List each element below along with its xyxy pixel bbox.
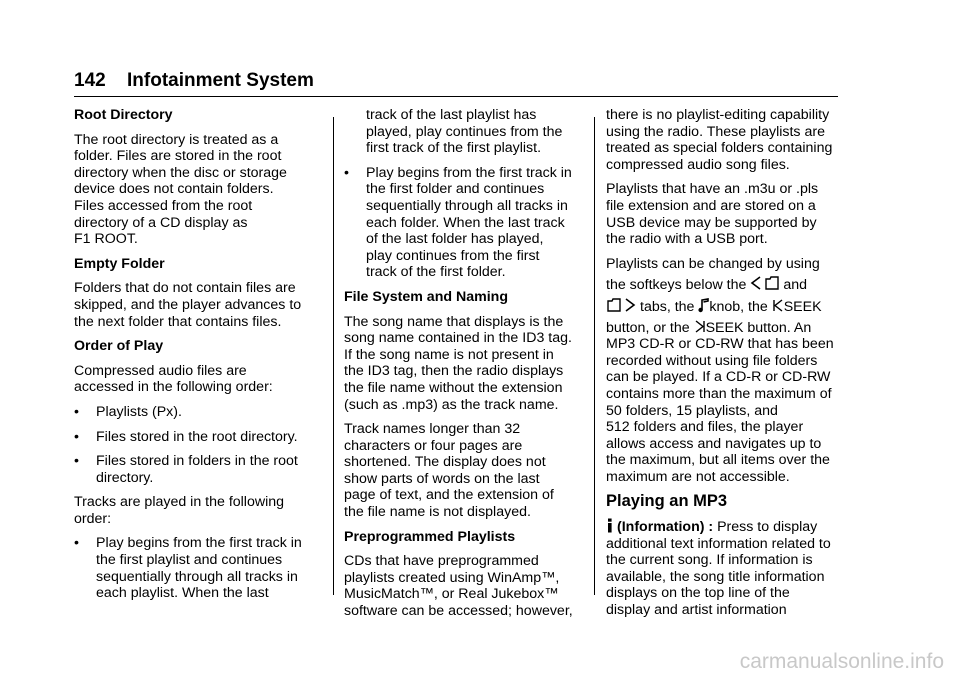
text-line: the ID3 tag, then the radio displays xyxy=(344,363,564,380)
text-line: playlists created using WinAmp™, xyxy=(344,569,560,586)
file-system-paragraph xyxy=(344,314,584,414)
text-line: track of the first folder. xyxy=(366,264,506,281)
text-line: If the song name is not present in xyxy=(344,346,554,363)
preprogrammed-playlists-paragraph xyxy=(344,553,584,619)
text-line: additional text information related to xyxy=(606,535,831,552)
text-run: tabs, the xyxy=(640,298,699,315)
chevron-right-icon xyxy=(624,297,636,313)
playlist-editing-paragraph xyxy=(606,107,846,173)
file-system-heading: File System and Naming xyxy=(344,288,508,305)
text-line: (such as .mp3) as the track name. xyxy=(344,396,559,413)
list-item xyxy=(74,535,324,601)
text-line: directory when the disc or storage xyxy=(74,164,287,181)
text-line: there is no playlist-editing capability xyxy=(606,107,830,123)
text-line: The song name that displays is the xyxy=(344,313,564,330)
text-line xyxy=(606,275,846,294)
root-directory-paragraph xyxy=(74,132,324,248)
text-line: page of text, and the extension of xyxy=(344,487,554,504)
text-line: can be played. If a CD-R or CD-RW xyxy=(606,369,831,386)
chevron-left-icon xyxy=(750,275,762,291)
music-note-icon xyxy=(698,298,709,313)
bullet-icon: • xyxy=(74,428,79,445)
list-item-continued xyxy=(344,107,584,157)
text-line: MusicMatch™, or Real Jukebox™ xyxy=(344,586,559,603)
text-line: Track names longer than 32 xyxy=(344,421,521,438)
seek-forward-icon xyxy=(694,319,706,334)
text-run: the softkeys below the xyxy=(606,277,751,294)
text-run: SEEK button. An xyxy=(705,319,812,336)
text-run: and xyxy=(783,277,807,294)
text-line: played, play continues from the xyxy=(366,123,563,140)
page-header xyxy=(74,68,838,97)
text-line: Files accessed from the root xyxy=(74,197,253,214)
text-line: Tracks are played in the following xyxy=(74,494,285,511)
info-icon xyxy=(606,518,614,533)
text-line: first track of the first playlist. xyxy=(366,140,542,157)
text-line: treated as special folders containing xyxy=(606,140,833,157)
page-number: 142 xyxy=(74,70,106,91)
list-item xyxy=(74,429,324,446)
text-line: the file name is not displayed. xyxy=(344,504,531,521)
playing-mp3-heading: Playing an MP3 xyxy=(606,492,728,511)
text-line: folder. Files are stored in the root xyxy=(74,148,282,165)
text-line: directory. xyxy=(96,469,154,486)
text-line: skipped, and the player advances to xyxy=(74,296,302,313)
text-run: SEEK xyxy=(783,298,822,315)
text-line: 512 folders and files, the player xyxy=(606,419,804,436)
tab-icon xyxy=(606,297,622,313)
text-line: the next folder that contains files. xyxy=(74,313,282,330)
text-line: Play begins from the first track in xyxy=(96,535,302,552)
text-line: device does not contain folders. xyxy=(74,181,274,198)
text-line xyxy=(606,297,846,316)
text-run: knob, the xyxy=(709,298,772,315)
text-line: show parts of words on the last xyxy=(344,470,540,487)
preprogrammed-playlists-heading: Preprogrammed Playlists xyxy=(344,528,516,545)
text-line: available, the song title information xyxy=(606,568,825,585)
text-line: compressed audio song files. xyxy=(606,156,790,173)
text-run: Press to display xyxy=(713,519,818,536)
information-label: (Information) : xyxy=(617,519,714,536)
empty-folder-heading: Empty Folder xyxy=(74,255,165,272)
bullet-icon: • xyxy=(74,453,79,470)
text-line: contains more than the maximum of xyxy=(606,385,832,402)
text-line: allows access and navigates up to xyxy=(606,435,822,452)
list-item xyxy=(74,453,324,486)
text-line: Playlists can be changed by using xyxy=(606,255,820,272)
text-line: displays on the top line of the xyxy=(606,585,790,602)
watermark: carmanualsonline.info xyxy=(739,650,944,673)
text-line: CDs that have preprogrammed xyxy=(344,553,539,570)
list-item xyxy=(74,404,324,421)
text-line: maximum are not accessible. xyxy=(606,468,790,485)
text-line: recorded without using file folders xyxy=(606,352,818,369)
column-divider-right xyxy=(594,117,595,595)
text-line: the file name without the extension xyxy=(344,379,563,396)
text-line: Playlists that have an .m3u or .pls xyxy=(606,181,819,198)
text-line xyxy=(606,518,846,536)
text-line: file extension and are stored on a xyxy=(606,197,816,214)
text-line: shortened. The display does not xyxy=(344,454,546,471)
text-line: Compressed audio files are xyxy=(74,362,247,379)
column-divider-left xyxy=(333,117,334,595)
text-line: play continues from the first xyxy=(366,247,540,264)
playlist-change-paragraph xyxy=(606,256,846,486)
text-line: song name contained in the ID3 tag. xyxy=(344,330,572,347)
root-directory-heading: Root Directory xyxy=(74,107,173,123)
order-of-play-heading: Order of Play xyxy=(74,338,164,355)
empty-folder-paragraph xyxy=(74,280,324,330)
information-paragraph xyxy=(606,518,846,619)
text-line: software can be accessed; however, xyxy=(344,603,573,620)
text-line: Folders that do not contain files are xyxy=(74,280,296,297)
text-line: track of the last playlist has xyxy=(366,107,537,123)
text-line: MP3 CD-R or CD-RW that has been xyxy=(606,336,834,353)
text-line: the current song. If information is xyxy=(606,552,813,569)
text-run: button, or the xyxy=(606,319,694,336)
text-line: the radio with a USB port. xyxy=(606,231,768,248)
text-line: F1 ROOT. xyxy=(74,231,138,248)
bullet-icon: • xyxy=(344,164,349,181)
tracks-order-paragraph xyxy=(74,494,324,527)
list-item xyxy=(344,165,584,281)
order-of-play-paragraph xyxy=(74,363,324,396)
text-line: display and artist information xyxy=(606,602,787,619)
section-title: Infotainment System xyxy=(127,70,314,91)
seek-back-icon xyxy=(772,298,784,313)
text-line: order: xyxy=(74,510,112,527)
text-line: characters or four pages are xyxy=(344,437,523,454)
column-1 xyxy=(74,107,324,610)
text-line: USB device may be supported by xyxy=(606,214,817,231)
tab-icon xyxy=(764,275,780,291)
text-line: the maximum, but all items over the xyxy=(606,452,830,469)
text-line: each playlist. When the last xyxy=(96,585,269,602)
text-line: 50 folders, 15 playlists, and xyxy=(606,402,778,419)
bullet-icon: • xyxy=(74,535,79,552)
column-3 xyxy=(606,107,846,627)
text-line: the first folder and continues xyxy=(366,181,545,198)
text-line: Play begins from the first track in xyxy=(366,164,572,181)
column-2 xyxy=(344,107,584,628)
text-line: sequentially through all tracks in xyxy=(96,568,298,585)
text-line: of the last folder has played, xyxy=(366,231,544,248)
text-line: each folder. When the last track xyxy=(366,214,565,231)
bullet-icon: • xyxy=(74,403,79,420)
text-line: sequentially through all tracks in xyxy=(366,197,568,214)
text-line xyxy=(606,319,846,337)
text-line: directory of a CD display as xyxy=(74,214,248,231)
text-line: Playlists (Px). xyxy=(96,403,182,420)
text-line: the first playlist and continues xyxy=(96,552,283,569)
text-line: Files stored in the root directory. xyxy=(96,428,298,445)
text-line: using the radio. These playlists are xyxy=(606,123,825,140)
text-line: Files stored in folders in the root xyxy=(96,453,298,470)
m3u-paragraph xyxy=(606,181,846,247)
text-line: accessed in the following order: xyxy=(74,379,273,396)
text-line: The root directory is treated as a xyxy=(74,131,279,148)
track-names-paragraph xyxy=(344,421,584,521)
